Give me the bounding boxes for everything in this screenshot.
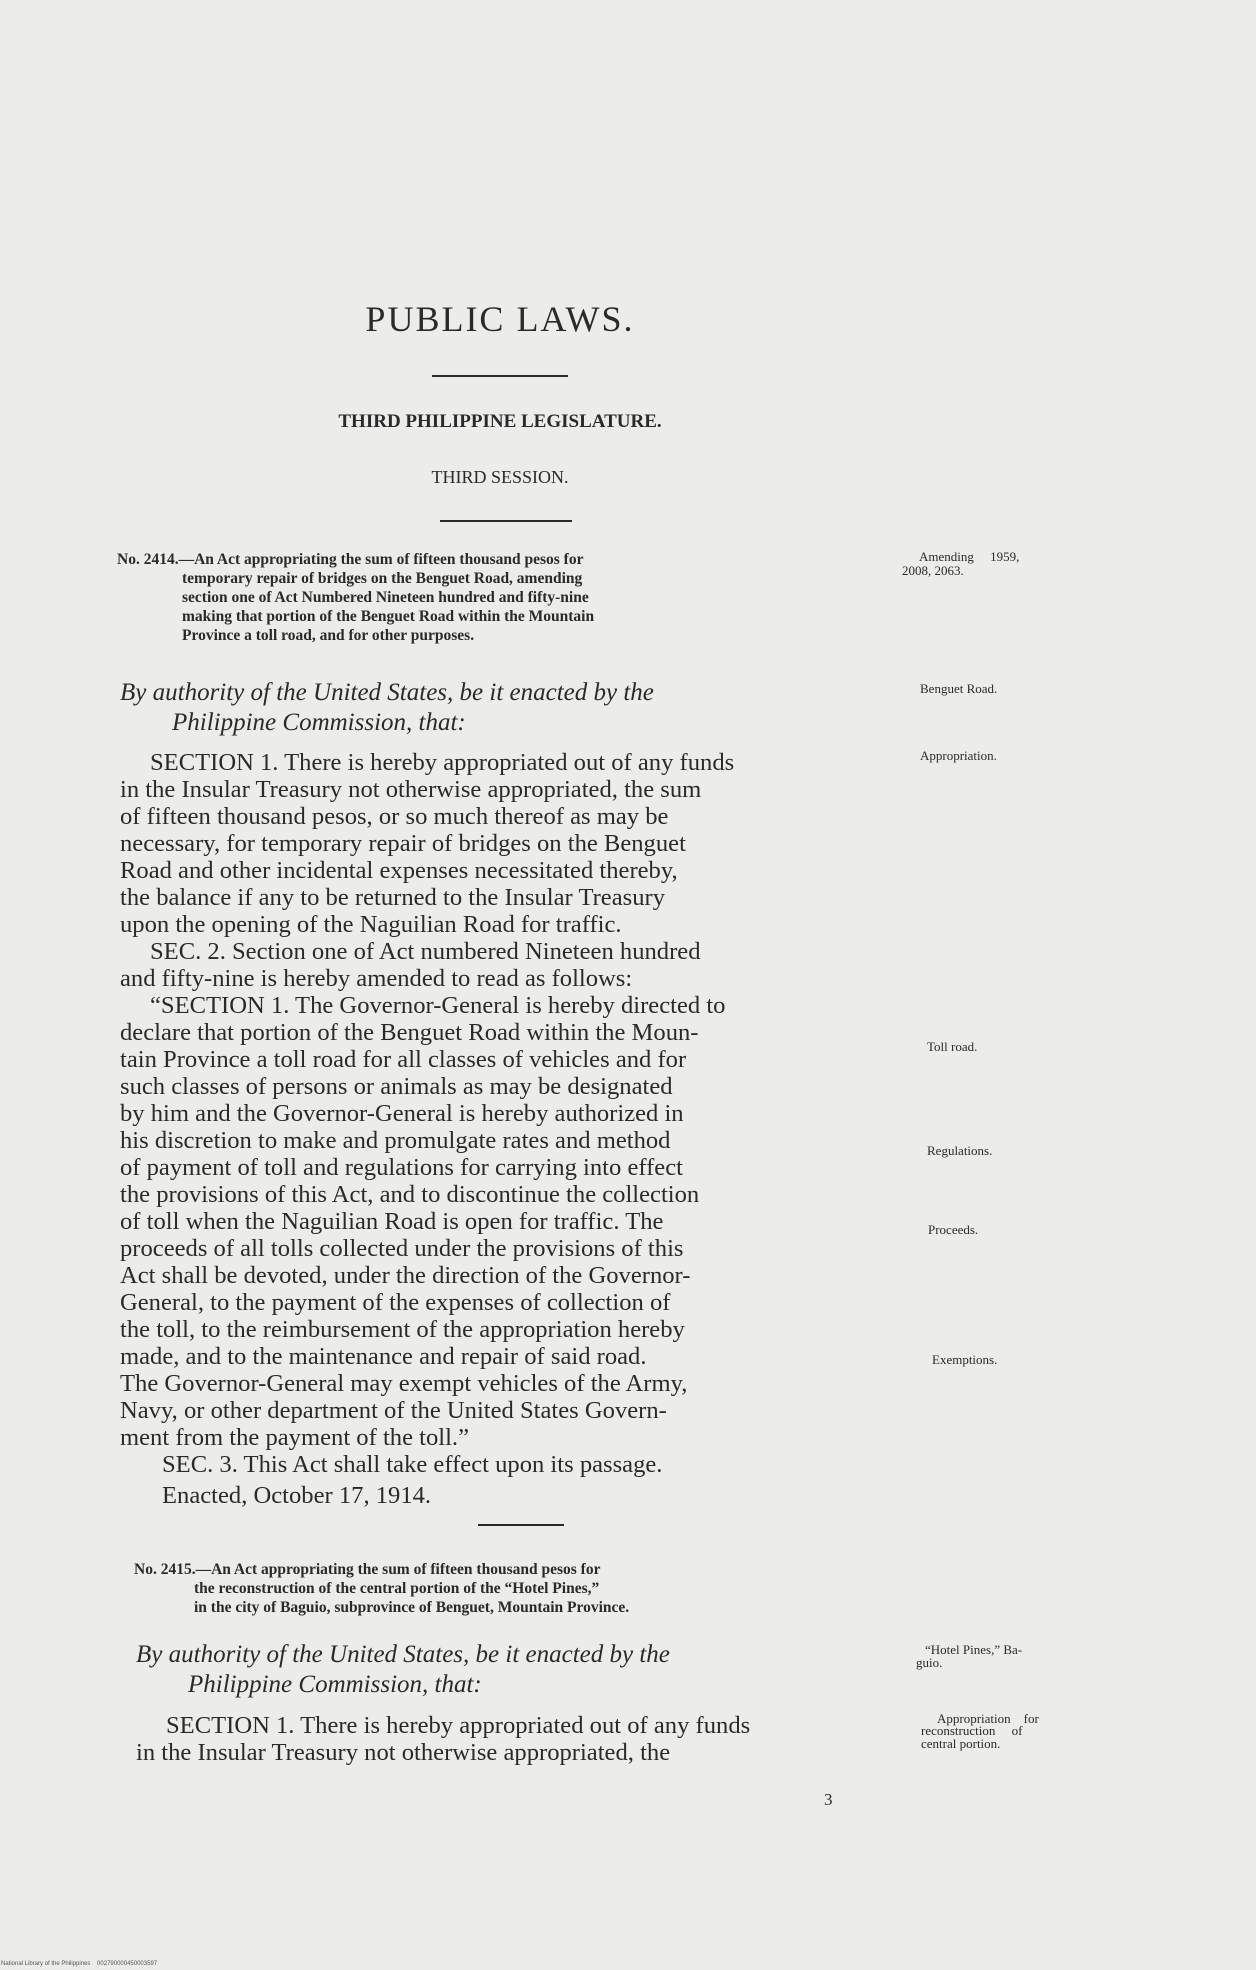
body-line: the toll, to the reimbursement of the appropriation hereby: [120, 1316, 685, 1343]
session-heading: THIRD SESSION.: [431, 467, 569, 487]
body-line: upon the opening of the Naguilian Road for traffic.: [120, 911, 622, 938]
margin-note-hotel-pines-cont: guio.: [916, 1655, 943, 1670]
margin-note-benguet-road: Benguet Road.: [920, 681, 998, 696]
page-number: 3: [824, 1790, 833, 1809]
body-line: General, to the payment of the expenses of collection of: [120, 1289, 671, 1316]
body-line: the provisions of this Act, and to discontinue the collection: [120, 1181, 700, 1208]
body-line: SEC. 2. Section one of Act numbered Nineteen hundred: [150, 938, 701, 965]
body-line: proceeds of all tolls collected under the provisions of this: [120, 1235, 684, 1262]
body-line: Enacted, October 17, 1914.: [162, 1482, 432, 1509]
margin-note-appropriation-reconstruction-cont: reconstruction of: [921, 1723, 1023, 1738]
margin-note-appropriation: Appropriation.: [920, 748, 997, 763]
margin-note-exemptions: Exemptions.: [932, 1352, 998, 1367]
body-line: necessary, for temporary repair of bridges on the Benguet: [120, 830, 686, 857]
margin-note-appropriation-reconstruction-end: central portion.: [921, 1736, 1001, 1751]
body-line: of toll when the Naguilian Road is open for traffic. The: [120, 1208, 664, 1235]
act-2415-body: [136, 1712, 750, 1766]
margin-note-toll-road: Toll road.: [927, 1039, 978, 1054]
session-rule: [440, 520, 572, 522]
margin-note-amending: Amending 1959,: [919, 549, 1020, 564]
legislature-heading: THIRD PHILIPPINE LEGISLATURE.: [338, 411, 662, 432]
act-title-line: making that portion of the Benguet Road within the Mountain: [182, 608, 595, 625]
act-title-line: No. 2414.—An Act appropriating the sum of fifteen thousand pesos for: [117, 551, 584, 568]
body-line: made, and to the maintenance and repair of said road.: [120, 1343, 647, 1370]
act-2414-body: [120, 749, 734, 1509]
body-line: tain Province a toll road for all classes of vehicles and for: [120, 1046, 687, 1073]
act-title-line: the reconstruction of the central portion of the “Hotel Pines,”: [194, 1580, 600, 1597]
page-title: PUBLIC LAWS.: [365, 299, 635, 339]
authority-line: Philippine Commission, that:: [172, 709, 466, 736]
act-separator-rule: [478, 1524, 564, 1526]
act-2415-enacting-clause: [136, 1640, 670, 1700]
body-line: declare that portion of the Benguet Road within the Moun-: [120, 1019, 699, 1046]
authority-line: Philippine Commission, that:: [188, 1671, 482, 1698]
body-line: by him and the Governor-General is hereby authorized in: [120, 1100, 684, 1127]
margin-note-appropriation-reconstruction: Appropriation for: [937, 1711, 1039, 1726]
margin-note-proceeds: Proceeds.: [928, 1222, 979, 1237]
body-line: SECTION 1. There is hereby appropriated out of any funds: [166, 1712, 751, 1739]
body-line: SECTION 1. There is hereby appropriated out of any funds: [150, 749, 735, 776]
title-rule: [432, 375, 568, 377]
body-line: ment from the payment of the toll.”: [120, 1424, 469, 1451]
body-line: Navy, or other department of the United States Govern-: [120, 1397, 667, 1424]
act-title-line: No. 2415.—An Act appropriating the sum of fifteen thousand pesos for: [134, 1561, 601, 1578]
margin-note-amending-cont: 2008, 2063.: [902, 563, 964, 578]
body-line: Act shall be devoted, under the direction of the Governor-: [120, 1262, 691, 1289]
body-line: of payment of toll and regulations for carrying into effect: [120, 1154, 683, 1181]
act-title-line: temporary repair of bridges on the Benguet Road, amending: [182, 570, 583, 587]
act-title-line: Province a toll road, and for other purposes.: [182, 627, 475, 644]
authority-line: By authority of the United States, be it enacted by the: [120, 679, 654, 706]
body-line: The Governor-General may exempt vehicles of the Army,: [120, 1370, 688, 1397]
body-line: his discretion to make and promulgate rates and method: [120, 1127, 671, 1154]
act-2414-title: [117, 550, 594, 645]
body-line: the balance if any to be returned to the Insular Treasury: [120, 884, 665, 911]
body-line: SEC. 3. This Act shall take effect upon its passage.: [162, 1451, 663, 1478]
scan-footer-note: National Library of the Philippines 002790000450003597: [1, 1961, 158, 1967]
body-line: and fifty-nine is hereby amended to read as follows:: [120, 965, 633, 992]
body-line: in the Insular Treasury not otherwise appropriated, the: [136, 1739, 671, 1766]
act-title-line: section one of Act Numbered Nineteen hundred and fifty-nine: [182, 589, 589, 606]
authority-line: By authority of the United States, be it enacted by the: [136, 1641, 670, 1668]
body-line: such classes of persons or animals as may be designated: [120, 1073, 673, 1100]
act-title-line: in the city of Baguio, subprovince of Benguet, Mountain Province.: [194, 1599, 630, 1616]
body-line: Road and other incidental expenses necessitated thereby,: [120, 857, 678, 884]
body-line: “SECTION 1. The Governor-General is hereby directed to: [150, 992, 726, 1019]
margin-note-regulations: Regulations.: [927, 1143, 993, 1158]
body-line: in the Insular Treasury not otherwise appropriated, the sum: [120, 776, 702, 803]
act-2414-enacting-clause: [120, 678, 654, 738]
margin-note-hotel-pines: “Hotel Pines,” Ba-: [925, 1642, 1023, 1657]
body-line: of fifteen thousand pesos, or so much thereof as may be: [120, 803, 669, 830]
act-2415-title: [134, 1560, 629, 1617]
